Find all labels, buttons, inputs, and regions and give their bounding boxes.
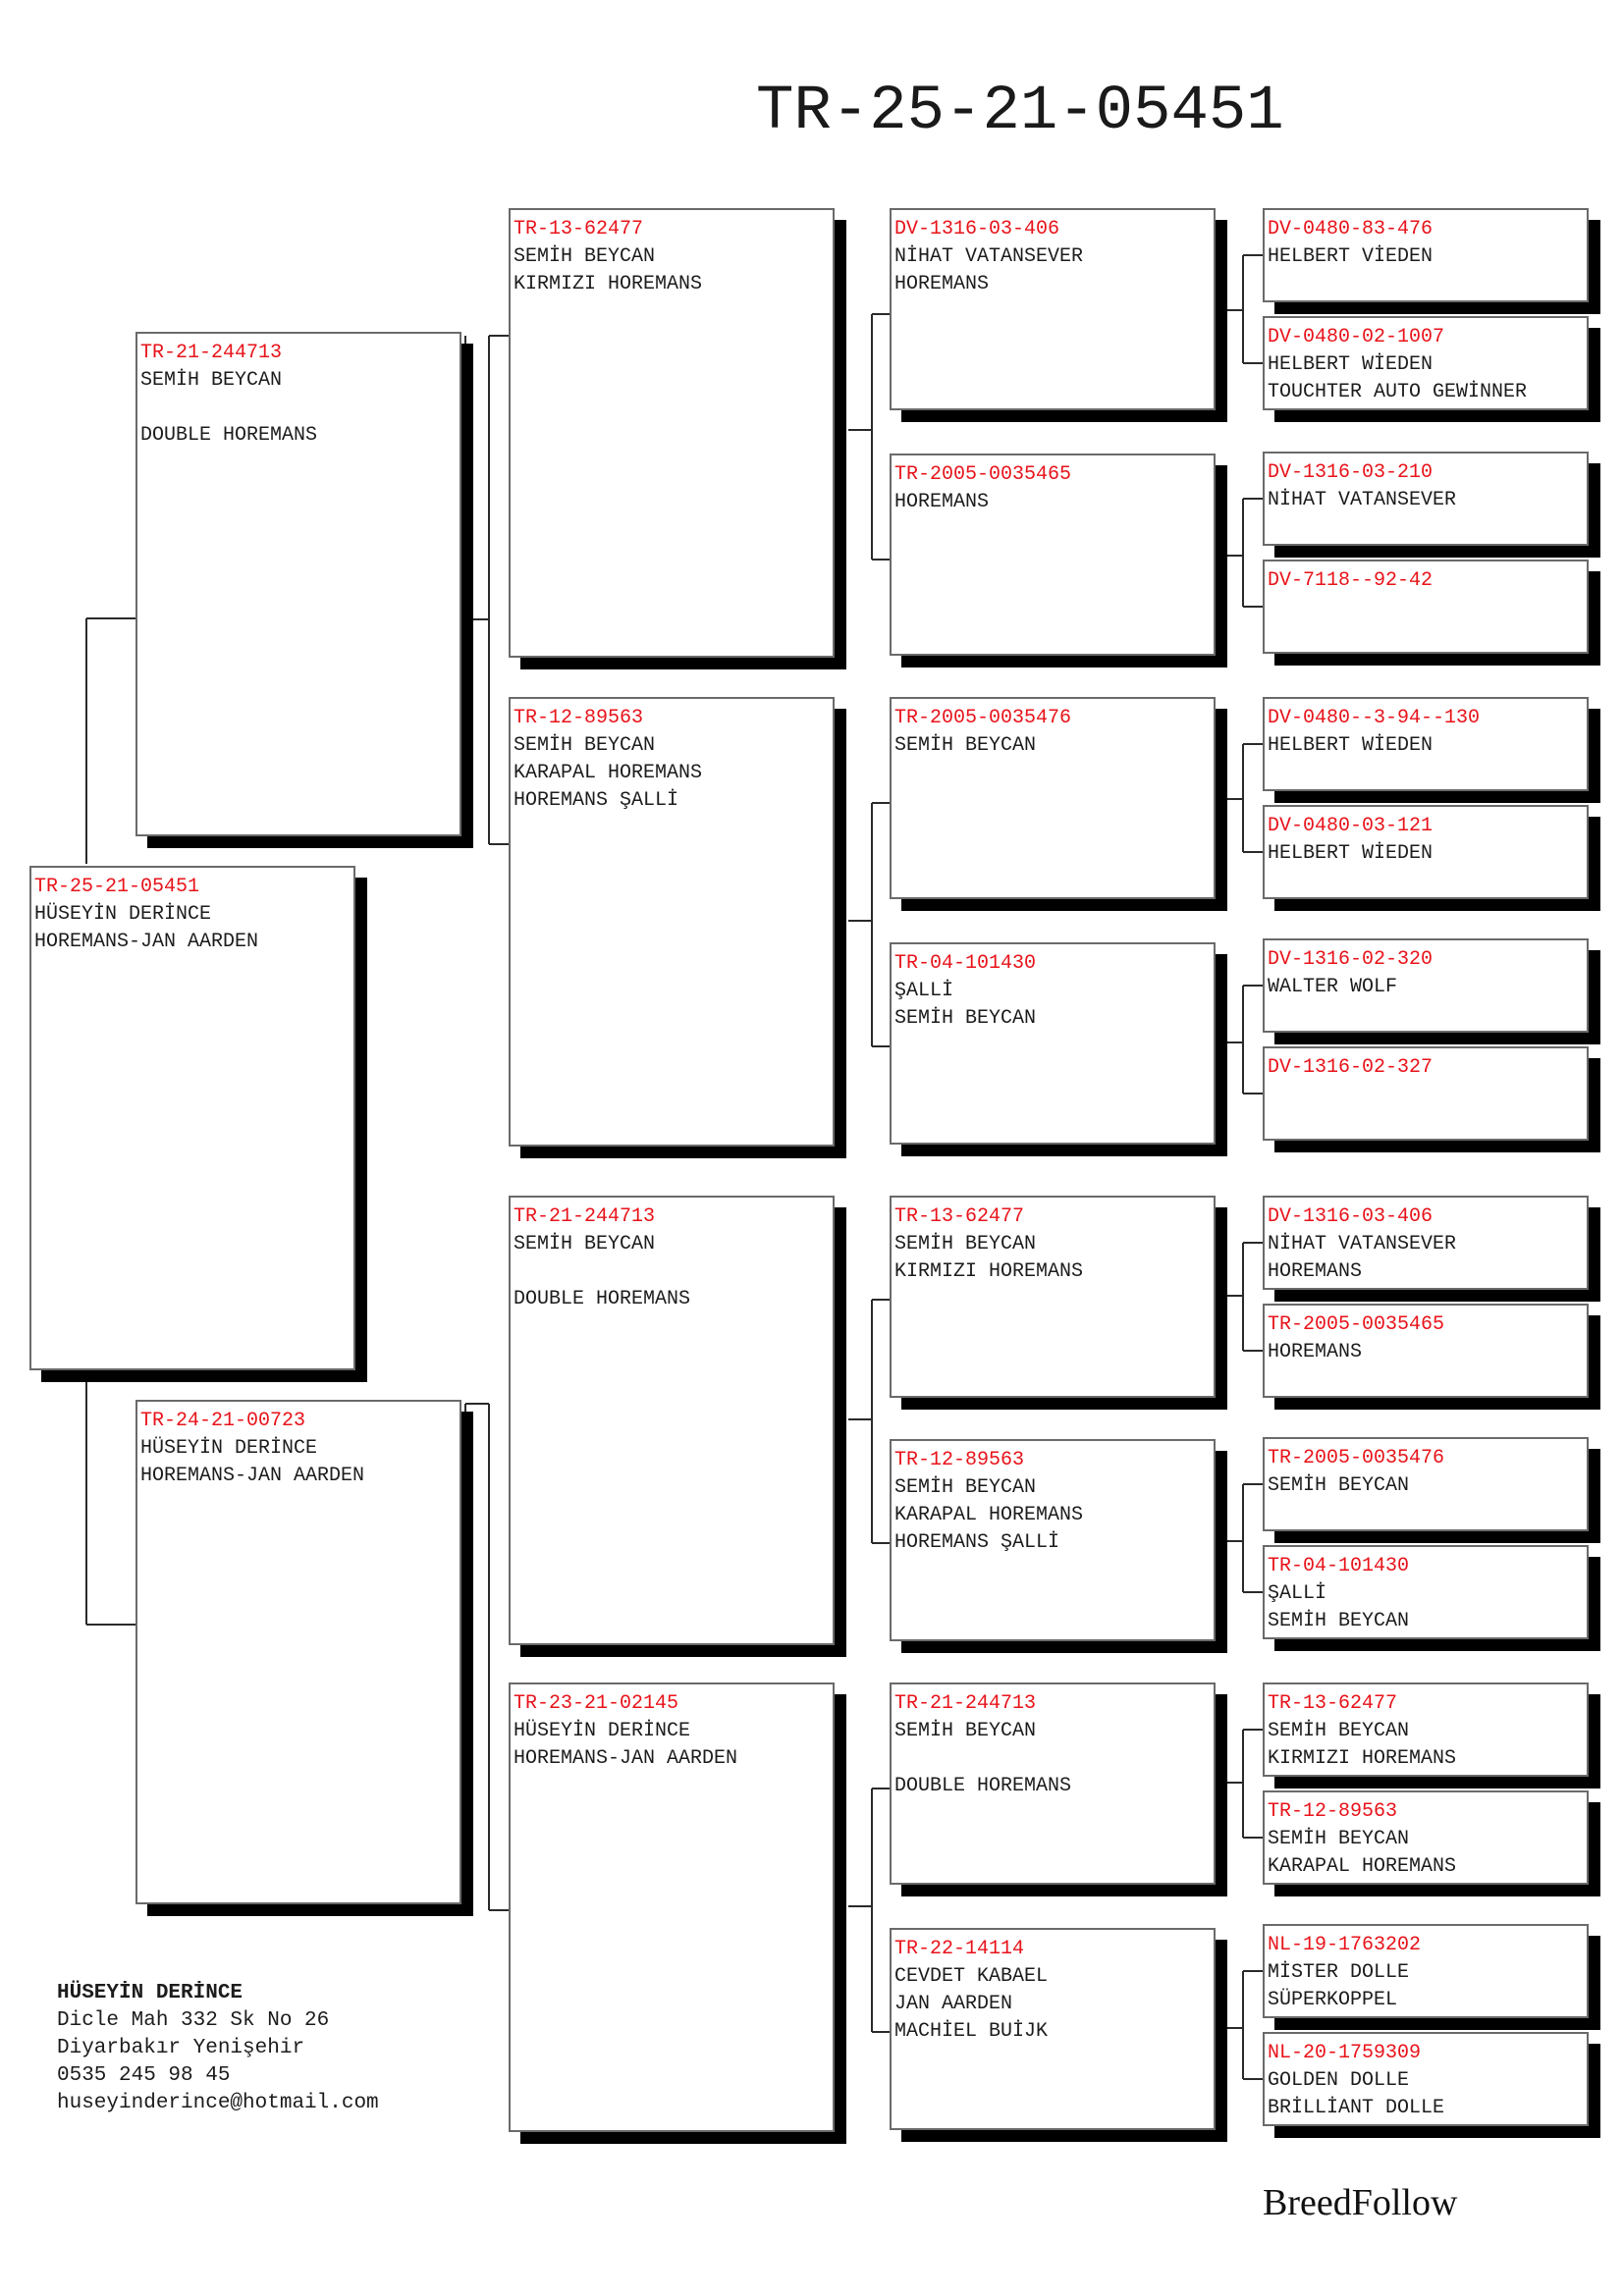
gen5-line: SEMİH BEYCAN xyxy=(1268,1474,1410,1497)
gen4-line: SEMİH BEYCAN xyxy=(894,1233,1037,1255)
subject-line-1: HÜSEYİN DERİNCE xyxy=(34,903,212,926)
gen5-card xyxy=(1263,208,1589,302)
gen5-card xyxy=(1263,452,1589,546)
gen5-ring-number: DV-7118--92-42 xyxy=(1268,569,1434,592)
owner-email: huseyinderince@hotmail.com xyxy=(57,2092,379,2114)
gen5-ring-number: TR-13-62477 xyxy=(1268,1692,1398,1715)
gen5-card xyxy=(1263,316,1589,410)
gen3-card xyxy=(509,697,835,1147)
gen4-ring-number: DV-1316-03-406 xyxy=(894,218,1060,240)
gen5-ring-number: TR-2005-0035465 xyxy=(1268,1313,1445,1336)
gen5-ring-number: DV-1316-03-406 xyxy=(1268,1205,1434,1228)
gen5-ring-number: TR-12-89563 xyxy=(1268,1800,1398,1823)
gen4-ring-number: TR-12-89563 xyxy=(894,1449,1025,1471)
gen5-card xyxy=(1263,1437,1589,1531)
gen3-card xyxy=(509,1196,835,1645)
gen5-card xyxy=(1263,1304,1589,1398)
gen3-ring-number: TR-21-244713 xyxy=(514,1205,656,1228)
gen4-line: ŞALLİ xyxy=(894,980,954,1002)
sire-line-1: SEMİH BEYCAN xyxy=(140,369,283,392)
gen4-line: DOUBLE HOREMANS xyxy=(894,1775,1072,1797)
dam-line-1: HÜSEYİN DERİNCE xyxy=(140,1437,318,1460)
gen3-line: DOUBLE HOREMANS xyxy=(514,1288,691,1310)
gen3-line: KIRMIZI HOREMANS xyxy=(514,273,703,295)
gen4-ring-number: TR-22-14114 xyxy=(894,1938,1025,1960)
gen4-line: NİHAT VATANSEVER xyxy=(894,245,1084,268)
gen5-line: HELBERT WİEDEN xyxy=(1268,842,1434,865)
gen5-line: KIRMIZI HOREMANS xyxy=(1268,1747,1457,1770)
gen4-line: SEMİH BEYCAN xyxy=(894,1476,1037,1499)
gen5-line: HOREMANS xyxy=(1268,1341,1363,1363)
gen5-card xyxy=(1263,1790,1589,1885)
gen4-ring-number: TR-2005-0035465 xyxy=(894,463,1072,486)
gen5-card xyxy=(1263,2032,1589,2126)
subject-ring-number: TR-25-21-05451 xyxy=(34,876,200,898)
gen5-card xyxy=(1263,1196,1589,1290)
gen5-ring-number: NL-19-1763202 xyxy=(1268,1934,1422,1956)
gen4-line xyxy=(894,1745,1214,1773)
gen5-card xyxy=(1263,805,1589,899)
gen4-card xyxy=(890,697,1216,899)
gen4-line: CEVDET KABAEL xyxy=(894,1965,1049,1988)
gen3-card xyxy=(509,208,835,658)
gen3-ring-number: TR-23-21-02145 xyxy=(514,1692,679,1715)
gen4-ring-number: TR-13-62477 xyxy=(894,1205,1025,1228)
gen5-line: SEMİH BEYCAN xyxy=(1268,1610,1410,1632)
gen5-ring-number: TR-04-101430 xyxy=(1268,1555,1410,1577)
sire-card xyxy=(135,332,461,836)
gen5-line: KARAPAL HOREMANS xyxy=(1268,1855,1457,1878)
gen5-ring-number: DV-0480-83-476 xyxy=(1268,218,1434,240)
gen4-line: JAN AARDEN xyxy=(894,1993,1013,2015)
owner-address-line-1: Dicle Mah 332 Sk No 26 xyxy=(57,2009,330,2032)
owner-name: HÜSEYİN DERİNCE xyxy=(57,1982,243,2004)
gen5-card xyxy=(1263,560,1589,654)
sire-line-3: DOUBLE HOREMANS xyxy=(140,424,318,447)
gen5-line: ŞALLİ xyxy=(1268,1582,1327,1605)
gen4-card xyxy=(890,942,1216,1145)
gen5-card xyxy=(1263,1046,1589,1141)
gen5-ring-number: DV-0480-03-121 xyxy=(1268,815,1434,837)
gen4-ring-number: TR-2005-0035476 xyxy=(894,707,1072,729)
gen5-ring-number: DV-0480--3-94--130 xyxy=(1268,707,1481,729)
gen4-card xyxy=(890,1928,1216,2130)
gen4-card xyxy=(890,1196,1216,1398)
gen4-line: SEMİH BEYCAN xyxy=(894,1720,1037,1742)
gen5-card xyxy=(1263,1545,1589,1639)
gen5-ring-number: TR-2005-0035476 xyxy=(1268,1447,1445,1469)
gen4-line: KIRMIZI HOREMANS xyxy=(894,1260,1084,1283)
gen5-line: BRİLLİANT DOLLE xyxy=(1268,2097,1445,2119)
gen3-line: HÜSEYİN DERİNCE xyxy=(514,1720,691,1742)
gen4-line: SEMİH BEYCAN xyxy=(894,734,1037,757)
dam-ring-number: TR-24-21-00723 xyxy=(140,1410,306,1432)
subject-line-2: HOREMANS-JAN AARDEN xyxy=(34,931,259,953)
gen4-card xyxy=(890,1439,1216,1641)
gen3-line: SEMİH BEYCAN xyxy=(514,245,656,268)
gen5-card xyxy=(1263,938,1589,1033)
document-title: TR-25-21-05451 xyxy=(756,77,1284,147)
gen3-ring-number: TR-12-89563 xyxy=(514,707,644,729)
gen3-line: HOREMANS-JAN AARDEN xyxy=(514,1747,738,1770)
gen4-line: SEMİH BEYCAN xyxy=(894,1007,1037,1030)
gen4-line: HOREMANS xyxy=(894,491,990,513)
gen3-line: HOREMANS ŞALLİ xyxy=(514,789,679,812)
gen5-line: HELBERT WİEDEN xyxy=(1268,734,1434,757)
gen3-line xyxy=(514,1258,833,1286)
gen5-line: GOLDEN DOLLE xyxy=(1268,2069,1410,2092)
gen5-ring-number: NL-20-1759309 xyxy=(1268,2042,1422,2064)
gen5-line: WALTER WOLF xyxy=(1268,976,1398,998)
gen5-line: TOUCHTER AUTO GEWİNNER xyxy=(1268,381,1528,403)
gen4-line: KARAPAL HOREMANS xyxy=(894,1504,1084,1526)
gen5-ring-number: DV-0480-02-1007 xyxy=(1268,326,1445,348)
dam-line-2: HOREMANS-JAN AARDEN xyxy=(140,1465,365,1487)
gen4-line: HOREMANS xyxy=(894,273,990,295)
gen5-line: NİHAT VATANSEVER xyxy=(1268,1233,1457,1255)
gen4-card xyxy=(890,208,1216,410)
gen3-line: SEMİH BEYCAN xyxy=(514,1233,656,1255)
gen5-ring-number: DV-1316-03-210 xyxy=(1268,461,1434,484)
owner-phone: 0535 245 98 45 xyxy=(57,2064,231,2087)
gen4-card xyxy=(890,454,1216,656)
gen5-card xyxy=(1263,697,1589,791)
subject-card xyxy=(29,866,355,1370)
gen4-line: HOREMANS ŞALLİ xyxy=(894,1531,1060,1554)
brand-logo-text: BreedFollow xyxy=(1263,2182,1458,2223)
sire-line-2 xyxy=(140,395,460,422)
gen4-card xyxy=(890,1682,1216,1885)
gen5-card xyxy=(1263,1682,1589,1777)
gen5-ring-number: DV-1316-02-320 xyxy=(1268,948,1434,971)
gen5-line: NİHAT VATANSEVER xyxy=(1268,489,1457,511)
sire-ring-number: TR-21-244713 xyxy=(140,342,283,364)
gen4-ring-number: TR-04-101430 xyxy=(894,952,1037,975)
gen5-ring-number: DV-1316-02-327 xyxy=(1268,1056,1434,1079)
gen5-line: HELBERT VİEDEN xyxy=(1268,245,1434,268)
gen4-line: MACHİEL BUİJK xyxy=(894,2020,1049,2043)
gen3-line: SEMİH BEYCAN xyxy=(514,734,656,757)
gen3-ring-number: TR-13-62477 xyxy=(514,218,644,240)
dam-card xyxy=(135,1400,461,1904)
gen5-line: HELBERT WİEDEN xyxy=(1268,353,1434,376)
gen4-ring-number: TR-21-244713 xyxy=(894,1692,1037,1715)
gen5-line: SEMİH BEYCAN xyxy=(1268,1720,1410,1742)
gen3-line: KARAPAL HOREMANS xyxy=(514,762,703,784)
gen5-line: SEMİH BEYCAN xyxy=(1268,1828,1410,1850)
owner-address-line-2: Diyarbakır Yenişehir xyxy=(57,2037,305,2059)
gen3-card xyxy=(509,1682,835,2132)
gen5-line: MİSTER DOLLE xyxy=(1268,1961,1410,1984)
owner-contact xyxy=(57,1980,379,2117)
gen5-line: HOREMANS xyxy=(1268,1260,1363,1283)
gen5-card xyxy=(1263,1924,1589,2018)
gen5-line: SÜPERKOPPEL xyxy=(1268,1989,1398,2011)
